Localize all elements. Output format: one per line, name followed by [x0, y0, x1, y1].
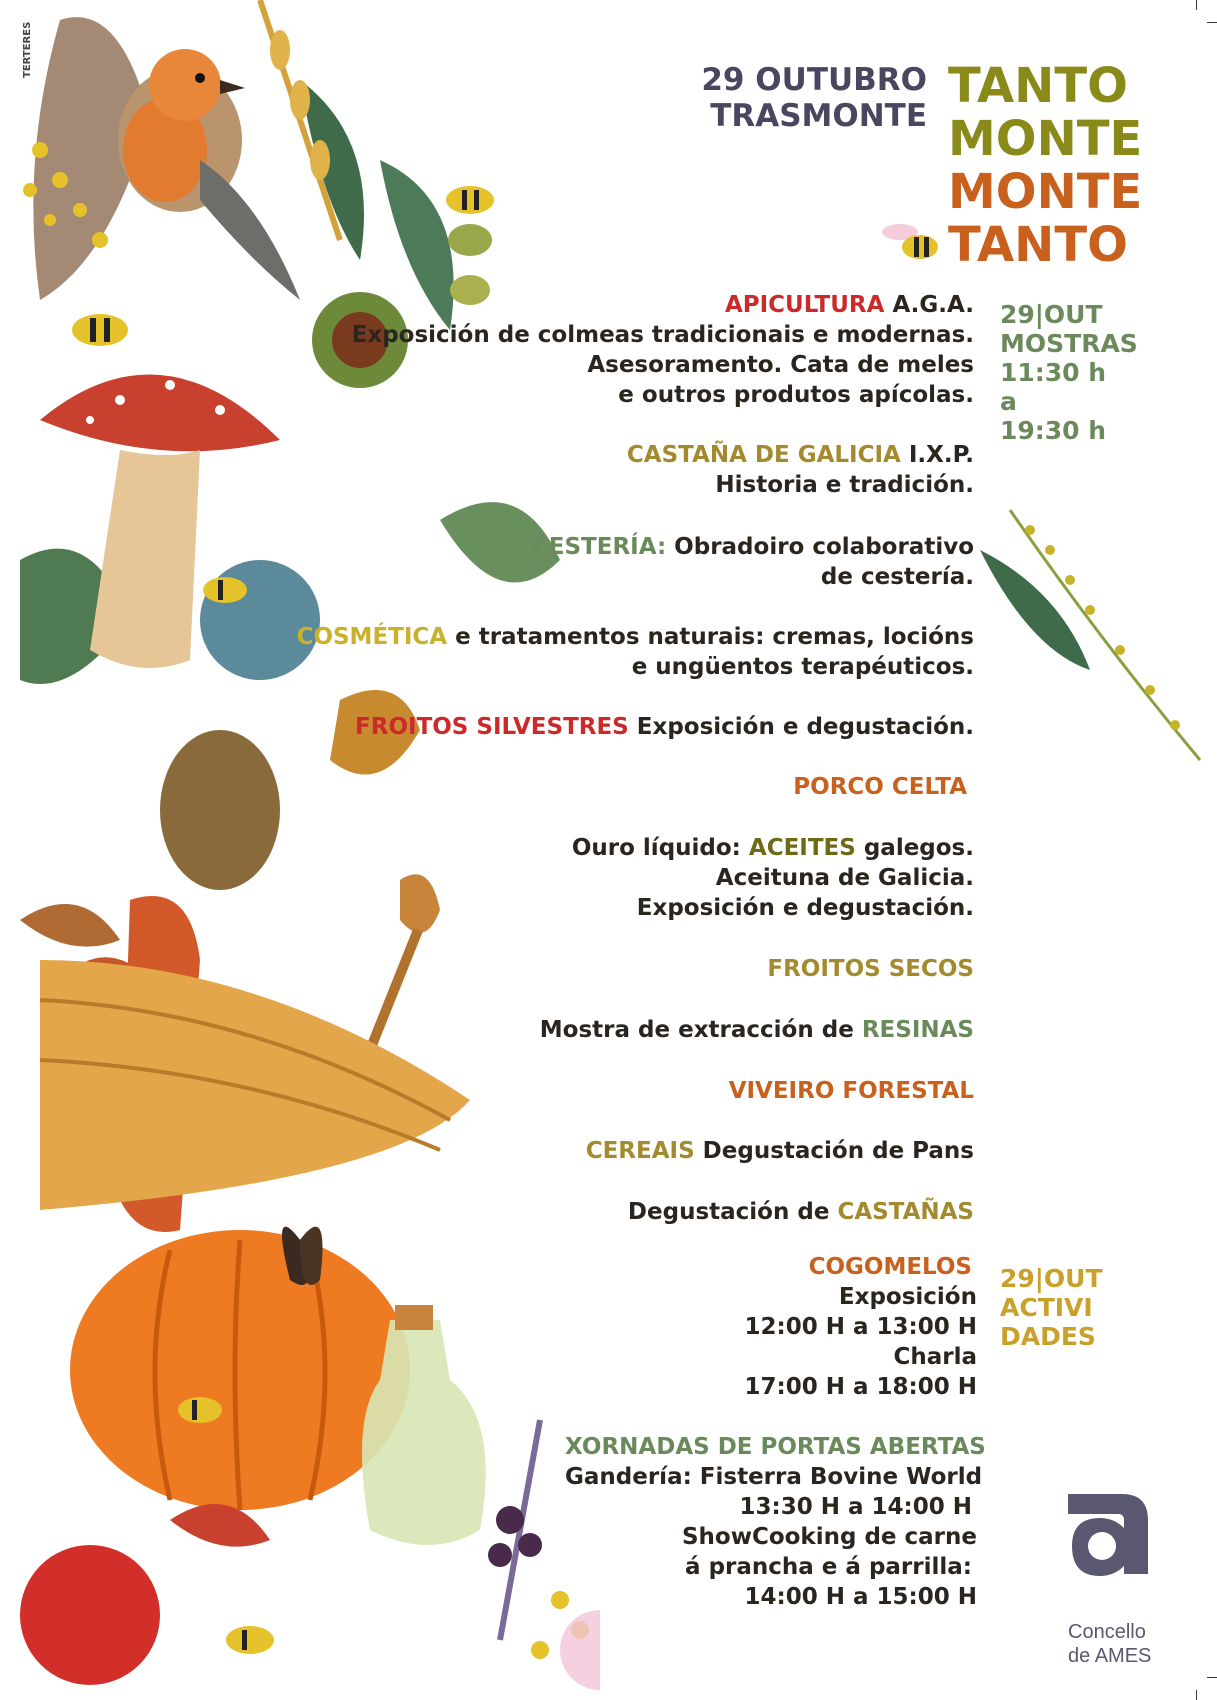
xornadas-line: 13:30 H a 14:00 H: [739, 1494, 972, 1520]
badge-line: 19:30 h: [1000, 416, 1107, 445]
viveiro-forestal: VIVEIRO FORESTAL: [728, 1078, 974, 1104]
badge-line: ACTIVI: [1000, 1293, 1093, 1322]
bee-icon: [203, 577, 247, 603]
aceites-heading: Ouro líquido: ACEITES galegos.: [571, 835, 974, 861]
concello-ames-logo: [1062, 1488, 1154, 1580]
bee-icon: [880, 212, 950, 272]
xornadas-line: ShowCooking de carne: [681, 1524, 977, 1550]
badge-line: 29|OUT: [1000, 300, 1103, 329]
aceites-desc: Aceituna de Galicia.: [715, 865, 974, 891]
crop-mark: [1196, 0, 1197, 10]
crop-mark: [1207, 22, 1217, 23]
cesteria-desc: de cestería.: [820, 564, 974, 590]
cogomelos-line: Charla: [893, 1344, 977, 1370]
cereais: CEREAIS Degustación de Pans: [585, 1138, 974, 1164]
xornadas-line: Gandería: Fisterra Bovine World: [565, 1464, 983, 1490]
mostras-badge: [1000, 300, 1138, 445]
crop-mark: [1207, 1677, 1217, 1678]
crop-mark: [1196, 1690, 1197, 1700]
event-place: TRASMONTE: [710, 98, 927, 134]
cosmetica-desc: e ungüentos terapéuticos.: [631, 654, 974, 680]
logo-line-2: de AMES: [1068, 1645, 1152, 1667]
cosmetica-heading: COSMÉTICA e tratamentos naturais: cremas, locións: [296, 624, 974, 650]
actividades-badge: [1000, 1264, 1103, 1351]
badge-line: 29|OUT: [1000, 1264, 1103, 1293]
badge-line: DADES: [1000, 1322, 1096, 1351]
badge-line: 11:30 h: [1000, 358, 1107, 387]
title-line-3: MONTE: [948, 164, 1143, 220]
aceites-desc: Exposición e degustación.: [636, 895, 974, 921]
porco-celta: PORCO CELTA: [793, 774, 967, 800]
bee-icon: [446, 186, 494, 214]
cogomelos-line: 17:00 H a 18:00 H: [744, 1374, 977, 1400]
xornadas-line: 14:00 H a 15:00 H: [744, 1584, 977, 1610]
badge-line: a: [1000, 387, 1017, 416]
illustrator-credit: TERTERES: [22, 21, 33, 78]
cogomelos-line: Exposición: [838, 1284, 977, 1310]
pumpkin: [70, 1230, 410, 1510]
apicultura-desc: e outros produtos apícolas.: [618, 382, 974, 408]
logo-text: [1068, 1620, 1151, 1668]
nature-illustration: [0, 0, 600, 1700]
xornadas-line: á prancha e á parrilla:: [685, 1554, 972, 1580]
title-line-2: MONTE: [948, 111, 1143, 167]
cesteria-heading: CESTERÍA: Obradoiro colaborativo: [531, 534, 974, 560]
castanas: Degustación de CASTAÑAS: [627, 1199, 974, 1225]
bee-icon: [178, 1397, 222, 1423]
logo-line-1: Concello: [1068, 1621, 1146, 1643]
resinas: Mostra de extracción de RESINAS: [539, 1017, 974, 1043]
froitos-silvestres: FROITOS SILVESTRES Exposición e degustación.: [355, 714, 974, 740]
apicultura-heading: APICULTURA A.G.A.: [724, 292, 974, 318]
bee-icon: [72, 314, 128, 346]
froitos-secos: FROITOS SECOS: [767, 956, 974, 982]
xornadas-heading: XORNADAS DE PORTAS ABERTAS: [565, 1434, 986, 1460]
title-line-4: TANTO: [948, 217, 1128, 273]
cogomelos-line: 12:00 H a 13:00 H: [744, 1314, 977, 1340]
title-line-1: TANTO: [948, 58, 1128, 114]
badge-line: MOSTRAS: [1000, 329, 1138, 358]
event-date: [701, 62, 927, 134]
cogomelos-heading: COGOMELOS: [808, 1254, 972, 1280]
robin-bird: [118, 49, 300, 300]
event-title: [948, 60, 1142, 272]
event-date-text: 29 OUTUBRO: [701, 62, 927, 98]
castana-heading: CASTAÑA DE GALICIA I.X.P.: [626, 442, 974, 468]
xornadas-block: [565, 1432, 986, 1492]
bee-icon: [226, 1626, 274, 1654]
castana-desc: Historia e tradición.: [715, 472, 974, 498]
herb-illustration: [970, 490, 1210, 770]
apicultura-desc: Exposición de colmeas tradicionais e modernas.: [351, 322, 974, 348]
apicultura-desc: Asesoramento. Cata de meles: [587, 352, 974, 378]
